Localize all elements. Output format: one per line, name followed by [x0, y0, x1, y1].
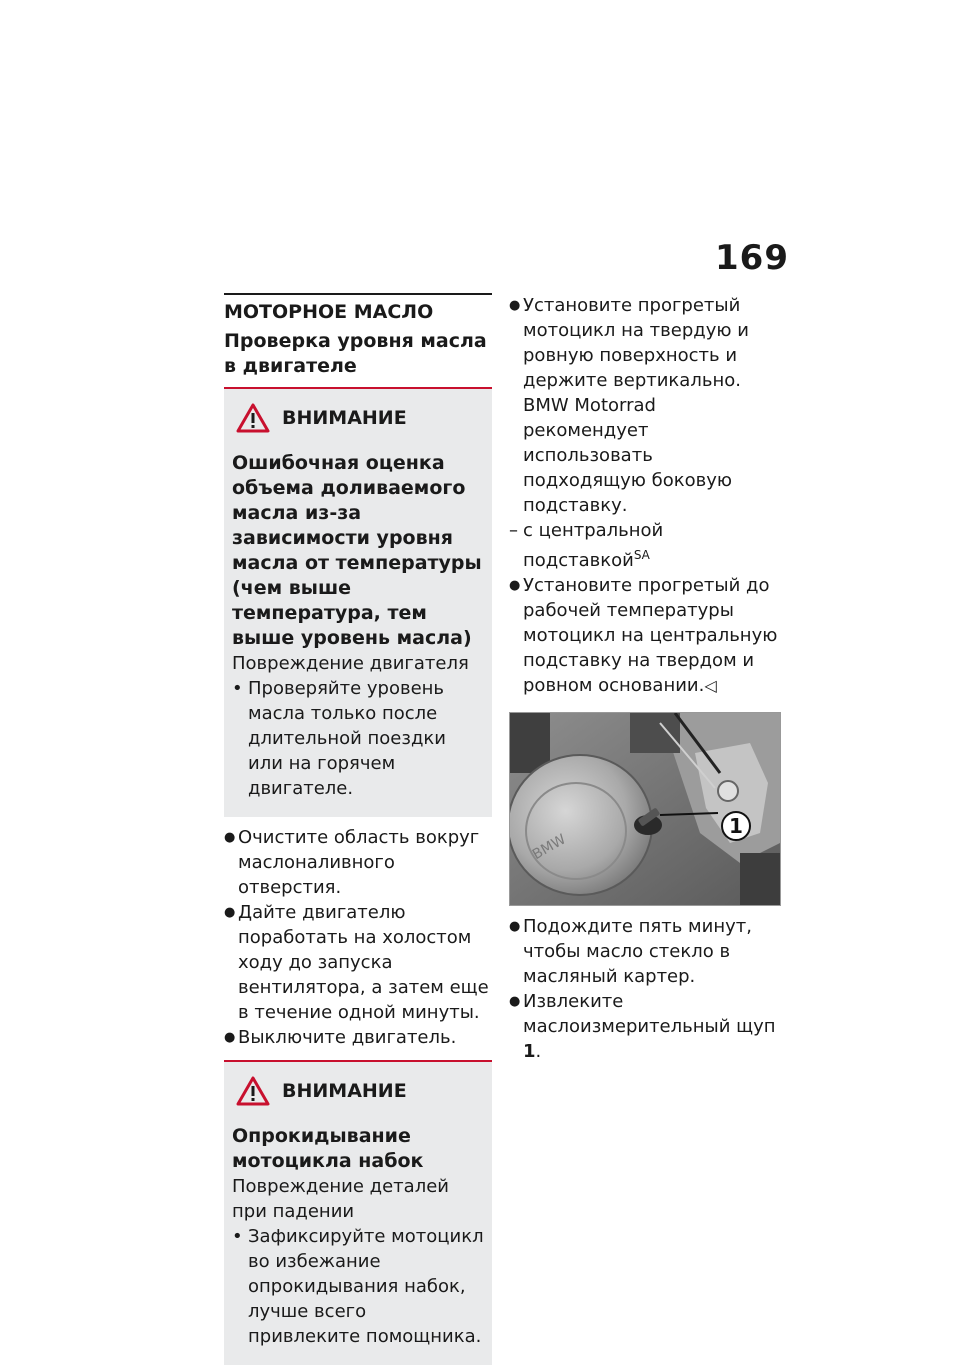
step-text: Дайте двигателю поработать на холостом ходу до запуска вентилятора, а затем еще в течение одной минуты. — [238, 902, 489, 1023]
list-item: ● Установите прогретый до рабочей температуры мотоцикл на центральную подставку на твердом и ровном основании.◁ — [509, 575, 778, 696]
step-text: Установите прогретый до рабочей температуры мотоцикл на центральную подставку на твердом и ровном основании. — [523, 575, 778, 696]
warning-consequence: Повреждение двигателя — [232, 653, 469, 674]
list-item: ● Дайте двигателю поработать на холостом ходу до запуска вентилятора, а затем еще в течение одной минуты. — [224, 902, 489, 1023]
warning-box-temperature — [224, 389, 492, 817]
warning-header — [236, 403, 484, 433]
step-text: Установите прогретый мотоцикл на твердую и ровную поверхность и держите вертикально. BMW Motorrad рекомендует использовать подходящую боковую подставку. — [523, 295, 749, 516]
step-text: Очистите область вокруг маслоналивного отверстия. — [238, 827, 480, 898]
list-item: ● Очистите область вокруг маслоналивного отверстия. — [224, 827, 480, 898]
end-mark-icon: ◁ — [704, 676, 717, 695]
steps-right-list — [509, 293, 781, 518]
warning-consequence: Повреждение деталей при падении — [232, 1176, 449, 1222]
warning-advice-list — [232, 1224, 484, 1349]
dipstick-ref: 1 — [523, 1041, 536, 1062]
warning-label: ВНИМАНИЕ — [282, 1080, 407, 1102]
warning-advice-list — [232, 676, 484, 801]
warning-advice: Проверяйте уровень масла только после длительной поездки или на горячем двигателе. — [248, 678, 446, 799]
steps-right-list — [509, 914, 781, 1064]
steps-right-list — [509, 573, 781, 698]
warning-advice: Зафиксируйте мотоцикл во избежание опрокидывания набок, лучше всего привлеките помощника. — [248, 1226, 484, 1347]
warning-header — [236, 1076, 484, 1106]
step-text: Извлеките маслоизмерительный щуп — [523, 991, 776, 1037]
engine-illustration — [510, 713, 780, 905]
list-item: ● Установите прогретый мотоцикл на твердую и ровную поверхность и держите вертикально. BMW Motorrad рекомендует использовать подходящую боковую подставку. — [509, 295, 749, 516]
warning-label: ВНИМАНИЕ — [282, 407, 407, 429]
bmw-logo: BMW — [529, 831, 569, 864]
steps-left-list — [224, 825, 492, 1050]
list-item: ● Выключите двигатель. — [224, 1027, 457, 1048]
list-item: ● Извлеките маслоизмерительный щуп 1. — [509, 991, 776, 1062]
section-title: МОТОРНОЕ МАСЛО — [224, 301, 434, 323]
list-item: • Зафиксируйте мотоцикл во избежание опрокидывания набок, лучше всего привлеките помощника. — [232, 1226, 484, 1347]
subsection-title: Проверка уровня масла в двигателе — [224, 330, 487, 377]
section-divider — [224, 293, 492, 295]
warning-triangle-icon — [236, 1076, 270, 1106]
step-text: Выключите двигатель. — [238, 1027, 457, 1048]
left-column — [224, 293, 492, 1365]
warning-triangle-icon — [236, 403, 270, 433]
list-item: • Проверяйте уровень масла только после длительной поездки или на горячем двигателе. — [232, 678, 446, 799]
sa-badge: SA — [633, 548, 650, 562]
condition-text: с центральной подставкой — [523, 520, 664, 571]
condition-row: – с центральной подставкой$^{SA}$ — [509, 520, 664, 571]
list-item: ● Подождите пять минут, чтобы масло стекло в масляный картер. — [509, 916, 752, 987]
engine-figure — [509, 712, 781, 906]
warning-box-tipping — [224, 1062, 492, 1365]
warning-heading: Опрокидывание мотоцикла набок — [232, 1125, 424, 1172]
warning-heading: Ошибочная оценка объема доливаемого масла из-за зависимости уровня масла от температуры (чем выше температура, тем выше уровень масла) — [232, 452, 482, 649]
page-number: 169 — [715, 238, 789, 278]
step-text: Подождите пять минут, чтобы масло стекло в масляный картер. — [523, 916, 752, 987]
callout-1: 1 — [729, 814, 743, 838]
right-column — [509, 293, 781, 1064]
